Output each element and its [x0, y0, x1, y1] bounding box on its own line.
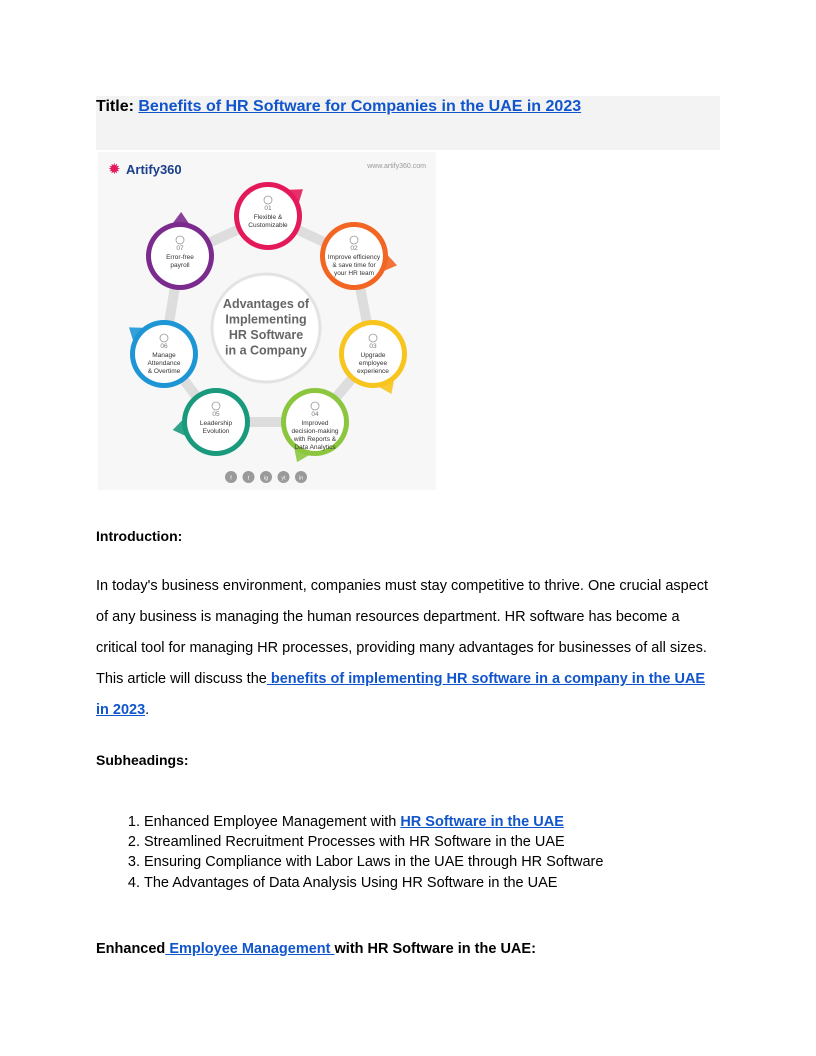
list-item-text: Enhanced Employee Management with — [144, 814, 401, 830]
item-number: 06 — [160, 343, 168, 350]
item-number: 01 — [264, 205, 272, 212]
item-label-line: employee — [358, 360, 388, 367]
list-item — [144, 873, 724, 893]
list-item — [144, 812, 724, 832]
list-item — [144, 832, 724, 852]
list-item-text: Ensuring Compliance with Labor Laws in the UAE through HR Software — [144, 854, 604, 871]
item-label-line: Improve efficiency — [327, 254, 381, 261]
item-label-line: with Reports & — [293, 436, 337, 443]
item-label-line: & Overtime — [147, 368, 181, 375]
center-title-line: Advantages of — [222, 297, 310, 311]
item-label-line: & save time for — [332, 262, 376, 269]
item-label-line: Attendance — [147, 360, 181, 367]
item-number: 07 — [176, 245, 184, 252]
item-label-line: Improved — [301, 420, 329, 427]
enhanced-management-heading — [96, 941, 536, 957]
social-label: f — [230, 475, 232, 482]
social-label: yt — [281, 475, 286, 482]
item-number: 03 — [369, 343, 377, 350]
social-label: t — [247, 475, 250, 482]
intro-benefits-link[interactable]: benefits of implementing HR software in a company in the UAE in 2023 — [96, 671, 706, 718]
hr-advantages-infographic — [98, 152, 436, 490]
list-item-text: Streamlined Recruitment Processes with HR Software in the UAE — [144, 834, 565, 851]
introduction-paragraph — [96, 571, 722, 726]
title-link[interactable]: Benefits of HR Software for Companies in the UAE in 2023 — [138, 98, 582, 115]
brand-website: www.artify360.com — [367, 163, 426, 170]
hr-software-uae-link[interactable]: HR Software in the UAE — [400, 814, 564, 830]
intro-text: In today's business environment, companies must stay competitive to thrive. One crucial aspect of any business is managing the human resources department. HR software has become a critical tool for managing HR processes, providing many advantages for businesses of all sizes. This article will discuss the — [96, 578, 709, 687]
introduction-heading: Introduction: — [96, 528, 183, 544]
item-label-line: Customizable — [248, 222, 288, 229]
item-label-line: Manage — [152, 352, 176, 359]
item-label-line: your HR team — [333, 270, 375, 277]
title-box — [96, 96, 720, 150]
brand-logo-icon: ✹ — [108, 160, 121, 178]
list-item — [144, 852, 724, 872]
item-label-line: Error-free — [166, 254, 194, 261]
subheadings-list — [96, 812, 724, 893]
social-label: ig — [263, 475, 269, 482]
center-title-line: in a Company — [225, 343, 307, 358]
item-label-line: experience — [357, 368, 389, 375]
item-number: 02 — [350, 245, 358, 252]
social-label: in — [298, 475, 304, 482]
item-label-line: Flexible & — [253, 214, 283, 221]
list-item-text: The Advantages of Data Analysis Using HR Software in the UAE — [144, 874, 558, 891]
employee-management-link[interactable]: Employee Management — [165, 941, 335, 957]
center-title-line: HR Software — [228, 328, 304, 342]
center-title-line: Implementing — [225, 312, 307, 327]
heading-text-end: with HR Software in the UAE: — [334, 941, 536, 957]
item-number: 05 — [212, 411, 220, 418]
brand-name: Artify360 — [126, 162, 182, 177]
intro-text-end: . — [145, 702, 150, 718]
item-label-line: Data Analytics — [294, 444, 336, 451]
item-label-line: payroll — [170, 262, 190, 269]
item-label-line: decision-making — [291, 428, 339, 435]
item-label-line: Leadership — [199, 420, 233, 427]
heading-text: Enhanced — [96, 941, 166, 957]
infographic-svg — [98, 152, 436, 490]
title-prefix: Title: — [96, 98, 139, 115]
subheadings-heading: Subheadings: — [96, 752, 189, 768]
item-label-line: Upgrade — [360, 352, 386, 359]
document-title — [96, 98, 581, 116]
item-label-line: Evolution — [202, 428, 230, 435]
item-number: 04 — [311, 411, 319, 418]
